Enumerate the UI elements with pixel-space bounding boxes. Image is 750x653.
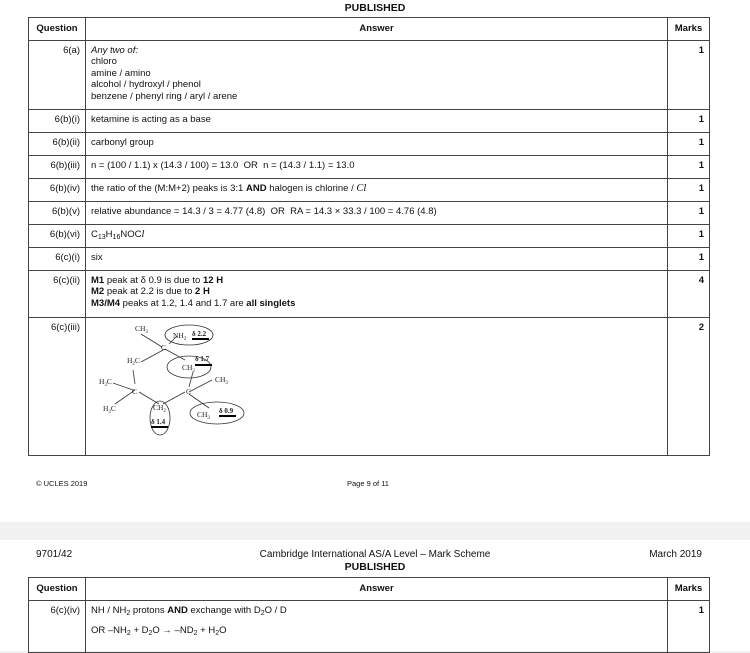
label-h3c-1: $H_3C$	[99, 376, 112, 388]
question-cell: 6(c)(ii)	[29, 270, 86, 317]
answer-line: benzene / phenyl ring / aryl / arene	[91, 90, 238, 102]
header-marks: Marks	[668, 18, 710, 41]
footer-page-number: Page 9 of 11	[347, 479, 389, 488]
formula-part: H	[105, 228, 113, 240]
answer-text: halogen is chlorine /	[266, 182, 357, 194]
label-delta-0-9: δ 0.9	[219, 406, 234, 415]
header-question: Question	[29, 578, 86, 601]
table-row	[29, 224, 710, 247]
question-cell: 6(b)(vi)	[29, 224, 86, 247]
marks-cell: 1	[668, 178, 710, 201]
label-c-right: C	[186, 386, 192, 396]
marks-cell: 1	[668, 600, 710, 652]
formula-italic: l	[141, 228, 145, 240]
answer-italic: Cl	[356, 182, 367, 194]
question-cell: 6(b)(v)	[29, 201, 86, 224]
table-row	[29, 109, 710, 132]
answer-cell	[86, 270, 668, 317]
header-answer: Answer	[86, 578, 668, 601]
question-cell: 6(b)(i)	[29, 109, 86, 132]
marks-cell: 1	[668, 201, 710, 224]
answer-cell	[86, 40, 668, 109]
marks-cell: 1	[668, 40, 710, 109]
footer-copyright: © UCLES 2019	[36, 479, 88, 488]
answer-line	[91, 286, 662, 298]
table-row	[29, 178, 710, 201]
answer-text: peak at 2.2 is due to	[104, 286, 196, 297]
answer-text: the ratio of the (M:M+2) peaks is 3:1	[91, 182, 246, 194]
question-cell: 6(b)(ii)	[29, 132, 86, 155]
table-row	[29, 317, 710, 455]
formula-sub: 16	[112, 233, 121, 241]
answer-cell	[86, 224, 668, 247]
answer-line: amine / amino	[91, 67, 151, 79]
question-cell: 6(b)(iv)	[29, 178, 86, 201]
label-c-left: C	[132, 386, 138, 396]
page-2	[0, 540, 750, 651]
marks-cell: 1	[668, 224, 710, 247]
answer-text: peak at δ 0.9 is due to	[104, 274, 203, 286]
answer-line: NH / $NH_2$ protons AND exchange with $D_2O$ / D	[91, 604, 287, 617]
marks-cell: 1	[668, 132, 710, 155]
label-ch3-bottom-right: $CH_3$	[197, 409, 210, 421]
marks-cell: 1	[668, 109, 710, 132]
table-row	[29, 132, 710, 155]
paper-code: 9701/42	[36, 549, 73, 560]
table-row	[29, 201, 710, 224]
header-question: Question	[29, 18, 86, 41]
answer-bold: M3/M4	[91, 297, 121, 309]
label-delta-2-2: δ 2.2	[192, 329, 207, 338]
label-delta-1-4: δ 1.4	[151, 417, 166, 426]
answer-bold: AND	[245, 182, 267, 194]
answer-cell: ketamine is acting as a base	[86, 109, 668, 132]
answer-line	[91, 298, 662, 310]
document-title: Cambridge International AS/A Level – Mark Scheme	[259, 549, 491, 560]
question-cell: 6(b)(iii)	[29, 155, 86, 178]
table-row	[29, 270, 710, 317]
page-title: PUBLISHED	[344, 2, 406, 14]
answer-cell	[86, 317, 668, 455]
marks-cell: 2	[668, 317, 710, 455]
formula-sub: 13	[97, 233, 106, 241]
answer-cell: six	[86, 247, 668, 270]
header-answer: Answer	[86, 18, 668, 41]
answer-line: alcohol / hydroxyl / phenol	[91, 79, 201, 90]
answer-line: OR $-NH_2 + D_2O \to -ND_2 + H_2O$	[91, 625, 227, 637]
table-row	[29, 247, 710, 270]
answer-bold: 12 H	[202, 274, 224, 286]
answer-bold: M1	[91, 274, 105, 286]
answer-bold: all singlets	[246, 297, 296, 309]
answer-line: chloro	[91, 56, 117, 67]
question-cell: 6(c)(iii)	[29, 317, 86, 455]
question-cell: 6(a)	[29, 40, 86, 109]
label-ch2-bottom: $CH_2$	[153, 402, 166, 414]
table-row	[29, 40, 710, 109]
label-h3c-2: $H_3C$	[103, 403, 116, 415]
label-nh2: $NH_2$	[173, 330, 187, 342]
answer-cell	[86, 600, 668, 652]
answer-bold: M2	[91, 286, 105, 297]
answer-cell: n = (100 / 1.1) x (14.3 / 100) = 13.0 OR n = (14.3 / 1.1) = 13.0	[86, 155, 668, 178]
answer-cell: relative abundance = 14.3 / 3 = 4.77 (4.8) OR RA = 14.3 × 33.3 / 100 = 4.76 (4.8)	[86, 201, 668, 224]
question-cell: 6(c)(iv)	[29, 600, 86, 652]
table-row	[29, 155, 710, 178]
label-delta-1-7: δ 1.7	[195, 354, 210, 363]
page-title: PUBLISHED	[344, 561, 406, 573]
label-ch3-right: $CH_3$	[215, 374, 228, 386]
structure-diagram	[97, 322, 267, 442]
question-cell: 6(c)(i)	[29, 247, 86, 270]
answer-text: peaks at 1.2, 1.4 and 1.7 are	[120, 297, 247, 309]
formula-part: C	[91, 228, 98, 240]
mark-scheme-table	[28, 577, 710, 653]
answer-bold: 2 H	[195, 286, 210, 297]
mark-scheme-table	[28, 17, 710, 456]
label-c-top: C	[161, 342, 167, 352]
marks-cell: 1	[668, 247, 710, 270]
label-ch2-right: $CH_2$	[182, 362, 195, 374]
answer-cell	[86, 178, 668, 201]
table-row	[29, 600, 710, 652]
marks-cell: 4	[668, 270, 710, 317]
marks-cell: 1	[668, 155, 710, 178]
header-marks: Marks	[668, 578, 710, 601]
answer-cell: carbonyl group	[86, 132, 668, 155]
formula-part: NOC	[120, 228, 142, 240]
document-date: March 2019	[649, 549, 702, 560]
label-h2c: $H_2C$	[127, 355, 140, 367]
answer-intro: Any two of:	[91, 44, 138, 56]
answer-line	[91, 275, 662, 287]
label-ch3-top: $CH_3$	[135, 323, 148, 335]
